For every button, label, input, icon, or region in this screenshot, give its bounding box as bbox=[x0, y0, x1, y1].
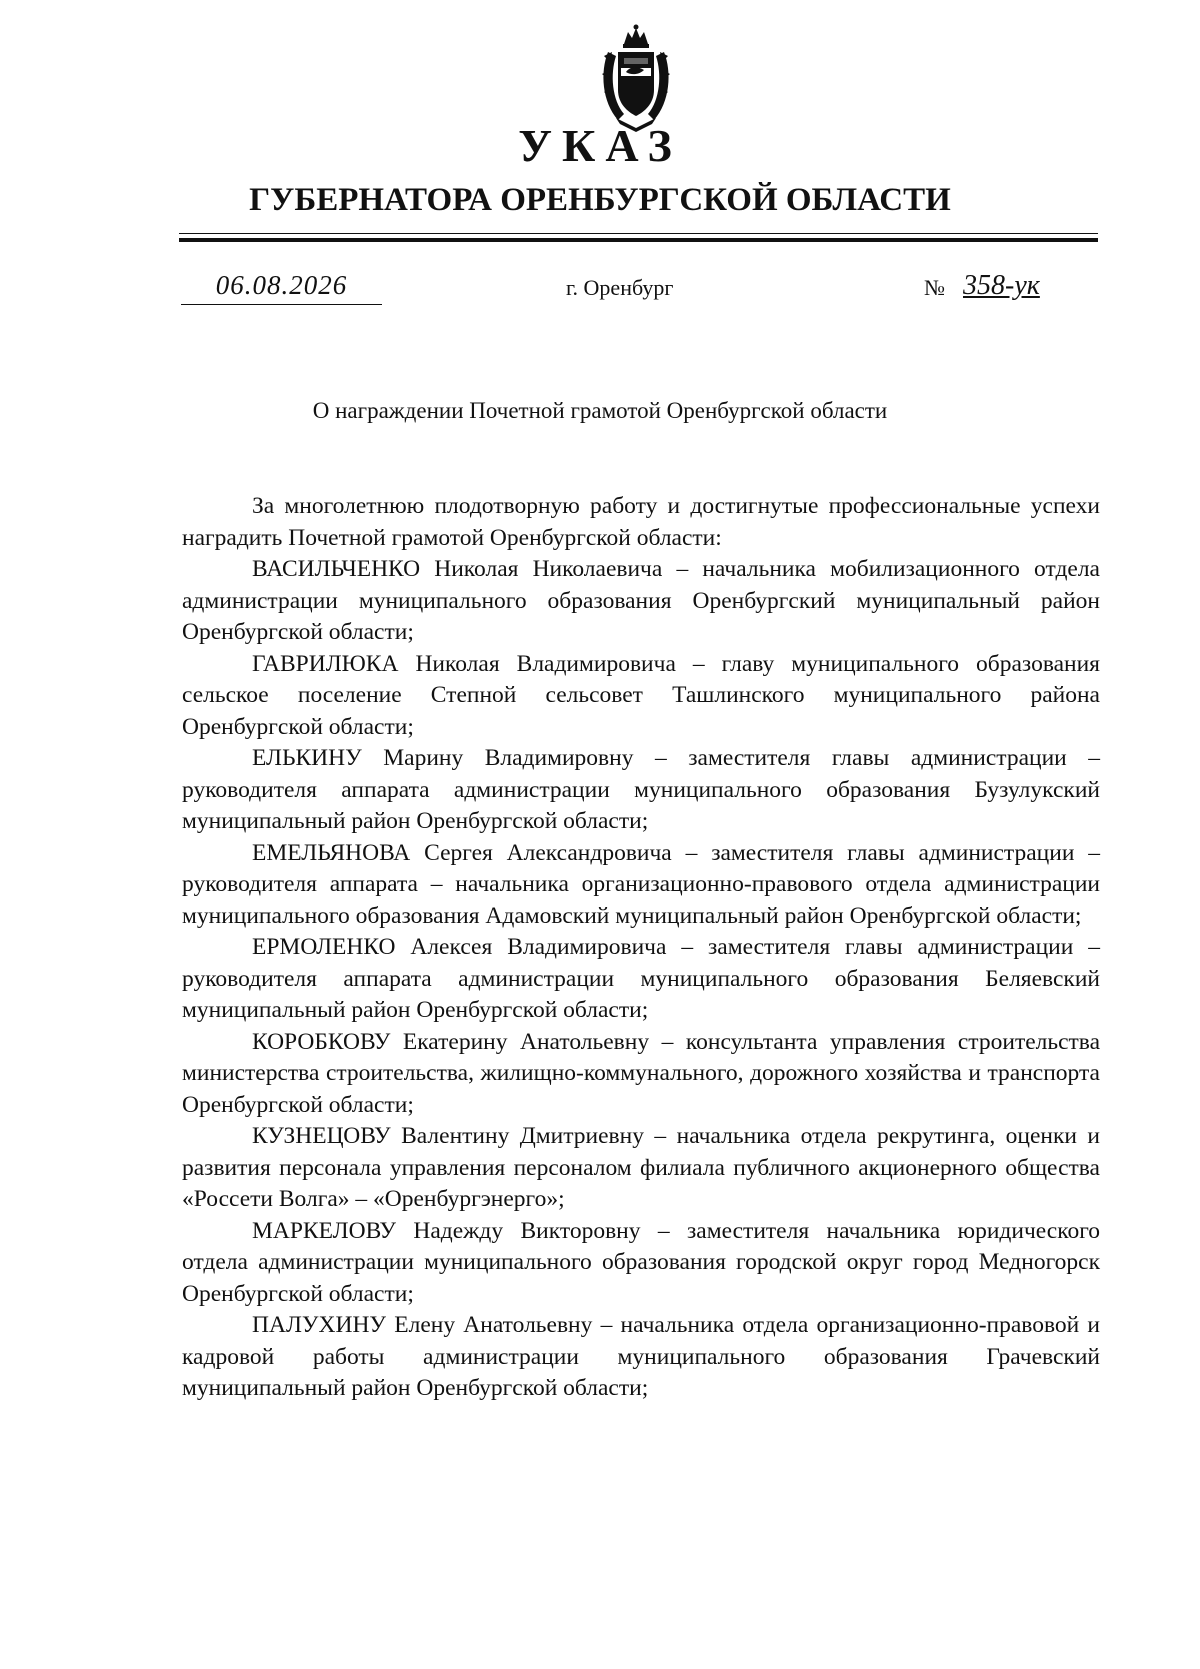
body-paragraph: ЕЛЬКИНУ Марину Владимировну – заместителя главы администрации – руководителя аппарата администрации муниципального образования Бузулукский муниципальный район Оренбургской области; bbox=[182, 745, 1100, 834]
number-label: № bbox=[924, 275, 945, 300]
decree-body bbox=[182, 491, 1100, 1405]
body-paragraph: За многолетнюю плодотворную работу и достигнутые профессиональные успехи наградить Почетной грамотой Оренбургской области: bbox=[182, 493, 1100, 551]
header-rule-thin bbox=[179, 233, 1098, 234]
body-paragraph: КОРОБКОВУ Екатерину Анатольевну – консультанта управления строительства министерства строительства, жилищно-коммунального, дорожного хозяйства и транспорта Оренбургской области; bbox=[182, 1028, 1100, 1118]
document-heading: О награждении Почетной грамотой Оренбургской области bbox=[312, 398, 888, 423]
document-subtitle: ГУБЕРНАТОРА ОРЕНБУРГСКОЙ ОБЛАСТИ bbox=[249, 182, 951, 218]
body-paragraph: МАРКЕЛОВУ Надежду Викторовну – заместителя начальника юридического отдела администрации муниципального образования городской округ город Медногорск Оренбургской области; bbox=[182, 1217, 1100, 1307]
body-paragraph: ГАВРИЛЮКА Николая Владимировича – главу муниципального образования сельское поселение Степной сельсовет Ташлинского муниципального района Оренбургской области; bbox=[182, 650, 1100, 740]
document-date: 06.08.2026 bbox=[215, 270, 348, 300]
body-paragraph: ЕМЕЛЬЯНОВА Сергея Александровича – заместителя главы администрации – руководителя аппарата – начальника организационно-правового отдела администрации муниципального образования Адамовский муниципальный район Оренбургской области; bbox=[182, 839, 1100, 929]
document-city: г. Оренбург bbox=[566, 275, 674, 300]
body-paragraph: КУЗНЕЦОВУ Валентину Дмитриевну – начальника отдела рекрутинга, оценки и развития персонала управления персоналом филиала публичного акционерного общества «Россети Волга» – «Оренбургэнерго»; bbox=[182, 1123, 1100, 1212]
document-number: 358-ук bbox=[963, 270, 1040, 301]
coat-of-arms-icon bbox=[594, 22, 678, 132]
document-title: УКАЗ bbox=[518, 120, 682, 171]
header-rule-thick bbox=[179, 238, 1098, 242]
body-paragraph: ЕРМОЛЕНКО Алексея Владимировича – заместителя главы администрации – руководителя аппарата администрации муниципального образования Беляевский муниципальный район Оренбургской области; bbox=[182, 934, 1100, 1023]
body-paragraph: ВАСИЛЬЧЕНКО Николая Николаевича – начальника мобилизационного отдела администрации муниципального образования Оренбургский муниципальный район Оренбургской области; bbox=[182, 556, 1100, 645]
body-paragraph: ПАЛУХИНУ Елену Анатольевну – начальника отдела организационно-правовой и кадровой работы администрации муниципального образования Грачевский муниципальный район Оренбургской области; bbox=[182, 1312, 1100, 1401]
date-field bbox=[181, 268, 382, 305]
